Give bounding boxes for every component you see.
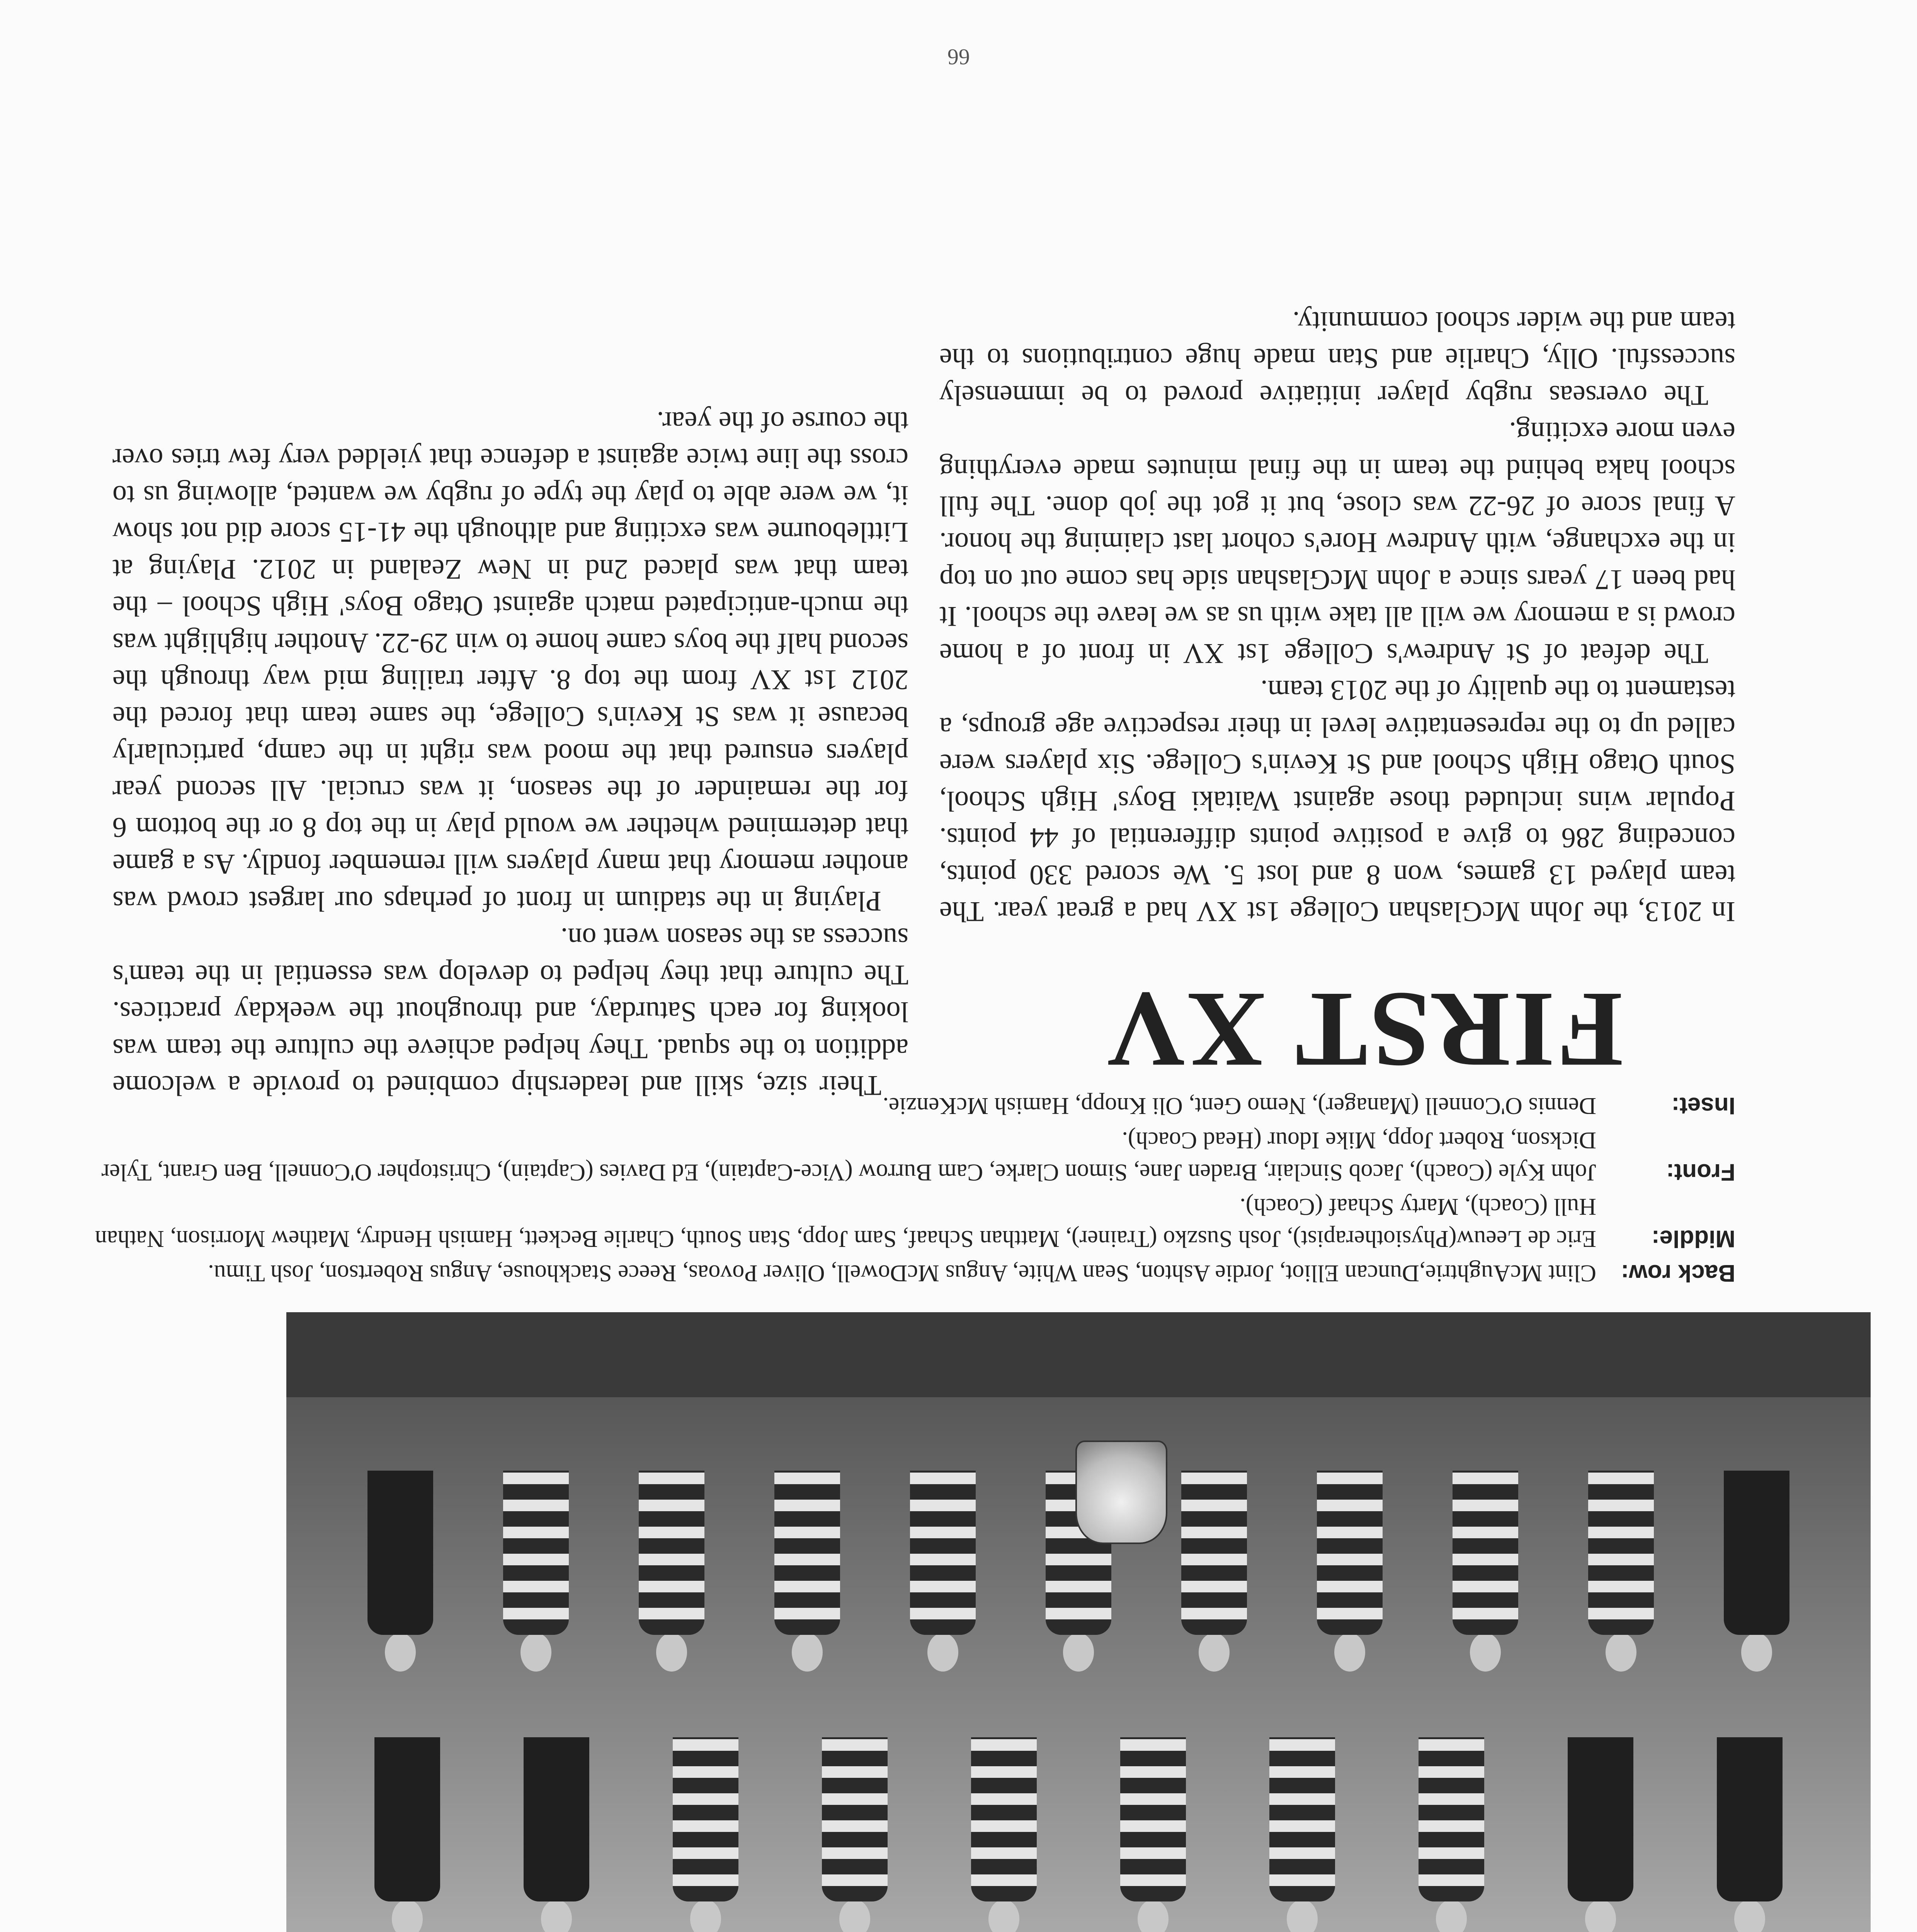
player-figure (1317, 1471, 1383, 1672)
player-figure (673, 1737, 738, 1932)
article-paragraph: The defeat of St Andrew's College 1st XV in front of a home crowd is a memory we will all take with us as we leave the school. It had been 17 years since a John McGlashan side has come out on top in the exchange, with Andrew Hore's cohort last claiming the honor. A final score of 26-22 was close, but it got the job done. The full school haka behind the team in the final minutes made everything even more exciting. (939, 416, 1735, 669)
player-figure (503, 1471, 569, 1672)
staff-figure (367, 1471, 433, 1672)
player-figure (1453, 1471, 1518, 1672)
player-figure (1120, 1737, 1186, 1932)
staff-figure (1717, 1737, 1783, 1932)
caption-text: Clint McAughtrie,Duncan Elliot, Jordie Ashton, Sean White, Angus McDowell, Oliver Povoas, Reece Stackhouse, Angus Robertson, Josh Timu. (208, 1260, 1596, 1286)
caption-text: John Kyle (Coach), Jacob Sinclair, Braden Jane, Simon Clarke, Cam Burrow (Vice-Captain), Ed Davies (Captain), Christopher O'Connell, Ben Grant, Tyler Dickson, Robert Jopp, Mike Idour (Head Coach). (101, 1127, 1596, 1185)
player-figure (1419, 1737, 1484, 1932)
caption-row (93, 1124, 1735, 1188)
caption-row (93, 1190, 1735, 1255)
player-figure (639, 1471, 704, 1672)
staff-figure (374, 1737, 440, 1932)
staff-figure (1724, 1471, 1789, 1672)
caption-row (93, 1257, 1735, 1289)
page-number: 66 (947, 44, 970, 70)
article-heading: FIRST XV (1104, 970, 1623, 1090)
article-paragraph: Their size, skill and leadership combined to provide a welcome addition to the squad. They helped achieve the culture the team was looking for each Saturday, and throughout the weekday practices. The culture that they helped to develop was essential in the team's success as the season went on. (112, 922, 908, 1101)
article-paragraph: Playing in the stadium in front of perhaps our largest crowd was another memory that many players will remember fondly. As a game that determined whether we would play in the top 8 or the bottom 6 for the remainder of the season, it was crucial. All second year players ensured that the mood was right in the camp, particularly because it was St Kevin's College, the same team that forced the 2012 1st XV from the top 8. After trailing mid way through the second half the boys came home to win 29-22. Another highlight was the much-anticipated match against Otago Boys' High School – the team that was placed 2nd in New Zealand in 2012. Playing at Littlebourne was exciting and although the 41-15 score did not show it, we were able to play the type of rugby we wanted, allowing us to cross the line twice against a defence that yielded very few tries over the course of the year. (112, 405, 908, 917)
player-figure (1588, 1471, 1654, 1672)
caption-label: Middle: (1652, 1225, 1735, 1252)
caption-text: Dennis O'Connell (Manager), Nemo Gent, Oli Knopp, Hamish McKenzie. (883, 1092, 1596, 1119)
article-paragraph: In 2013, the John McGlashan College 1st XV had a great year. The team played 13 games, won 8 and lost 5. We scored 330 points, conceding 286 to give a positive points differential of 44 points. Popular wins included those against Waitaki Boys' High School, South Otago High School and St Kevin's College. Six players were called up to the representative level in their respective age groups, a testament to the quality of the 2013 team. (939, 674, 1735, 927)
team-photo (286, 1312, 1871, 1932)
caption-label: Front: (1666, 1158, 1735, 1185)
player-figure (1181, 1471, 1247, 1672)
player-figure (971, 1737, 1037, 1932)
staff-figure (1568, 1737, 1633, 1932)
player-figure (822, 1737, 888, 1932)
caption-label: Inset: (1671, 1092, 1735, 1119)
article-column-left (939, 303, 1735, 930)
article-column-right (112, 403, 908, 1104)
trophy (1075, 1440, 1167, 1544)
player-figure (774, 1471, 840, 1672)
caption-text: Eric de Leeuw(Physiotherapist), Josh Suszko (Trainer), Matthan Schaaf, Sam Jopp, Stan South, Charlie Beckett, Hamish Hendry, Mathew Morrison, Nathan Hull (Coach), Marty Schaaf (Coach). (95, 1193, 1596, 1252)
caption-label: Back row: (1621, 1260, 1735, 1286)
photo-captions (93, 1087, 1735, 1289)
player-figure (1269, 1737, 1335, 1932)
photo-middle-row (333, 1737, 1824, 1932)
staff-figure (524, 1737, 589, 1932)
player-figure (910, 1471, 976, 1672)
article-paragraph: The overseas rugby player initiative proved to be immensely successful. Olly, Charlie and Stan made huge contributions to the team and the wider school community. (939, 305, 1735, 411)
bench (286, 1312, 1871, 1397)
